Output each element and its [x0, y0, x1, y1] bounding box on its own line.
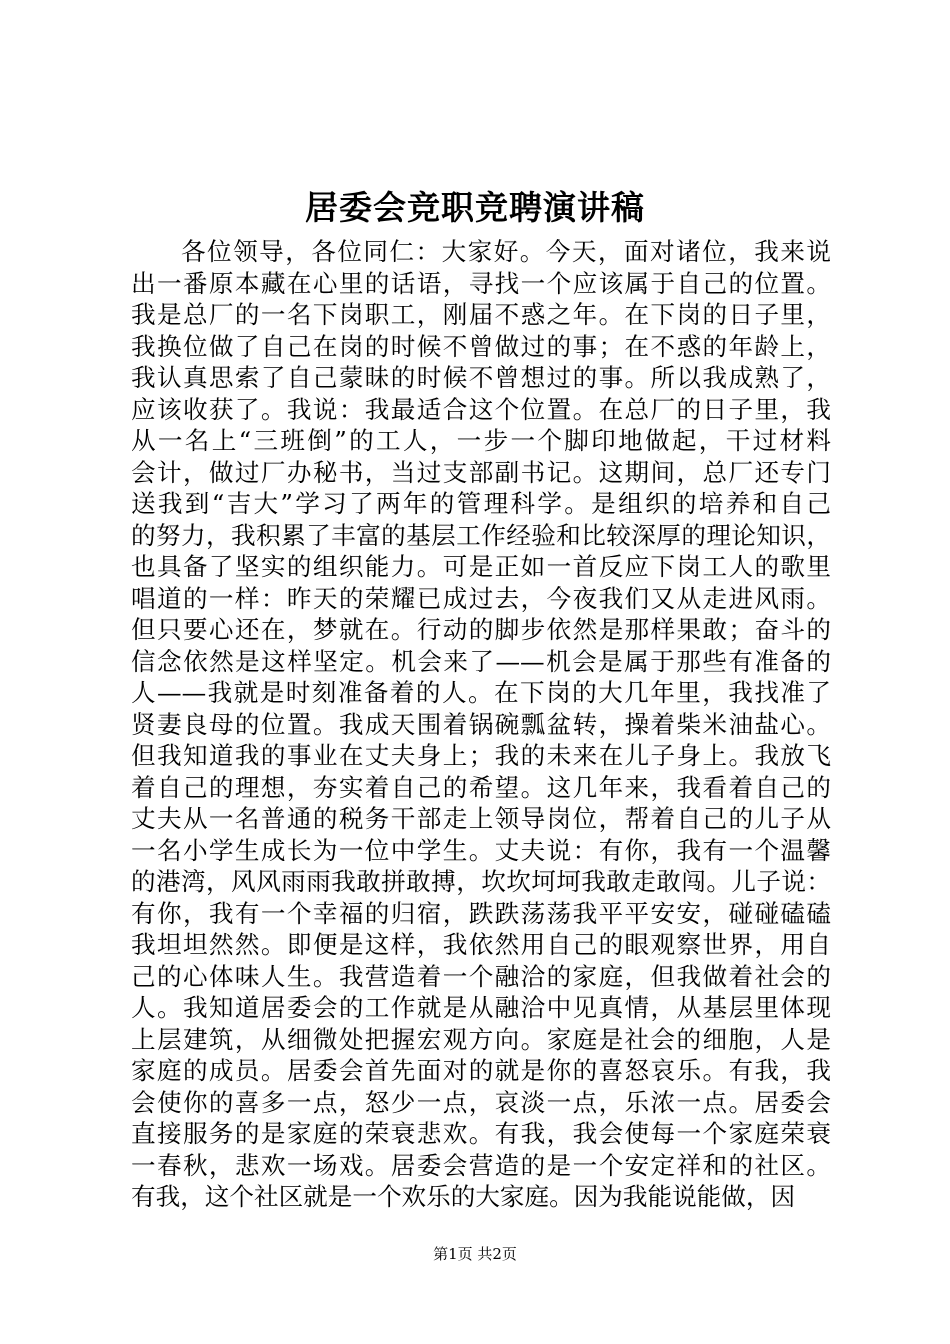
body-line: 的港湾，风风雨雨我敢拼敢搏，坎坎坷坷我敢走敢闯。儿子说：: [131, 867, 831, 896]
body-line: 家庭的成员。居委会首先面对的就是你的喜怒哀乐。有我，我: [131, 1056, 831, 1085]
body-line: 应该收获了。我说：我最适合这个位置。在总厂的日子里，我: [131, 394, 831, 424]
page-title: 居委会竞职竞聘演讲稿: [305, 188, 645, 227]
body-line: 从一名上“三班倒”的工人，一步一个脚印地做起，干过材料: [131, 426, 831, 455]
body-paragraph: [131, 236, 831, 1213]
body-line: 直接服务的是家庭的荣衰悲欢。有我，我会使每一个家庭荣衰: [131, 1119, 831, 1148]
body-line: 我换位做了自己在岗的时候不曾做过的事；在不惑的年龄上，: [131, 331, 831, 361]
body-line: 会使你的喜多一点，怒少一点，哀淡一点，乐浓一点。居委会: [131, 1087, 831, 1117]
body-line: 贤妻良母的位置。我成天围着锅碗瓢盆转，操着柴米油盐心。: [131, 709, 831, 739]
body-line: 己的心体味人生。我营造着一个融洽的家庭，但我做着社会的: [131, 961, 831, 991]
body-line: 的努力，我积累了丰富的基层工作经验和比较深厚的理论知识，: [131, 520, 831, 550]
body-line: 信念依然是这样坚定。机会来了——机会是属于那些有准备的: [131, 646, 831, 676]
body-line: 人。我知道居委会的工作就是从融洽中见真情，从基层里体现: [131, 993, 831, 1022]
body-line: 各位领导，各位同仁：大家好。今天，面对诸位，我来说: [181, 237, 831, 266]
body-line: 但只要心还在，梦就在。行动的脚步依然是那样果敢；奋斗的: [131, 615, 831, 644]
body-line: 唱道的一样：昨天的荣耀已成过去，今夜我们又从走进风雨。: [131, 583, 831, 613]
body-line: 送我到“吉大”学习了两年的管理科学。是组织的培养和自己: [131, 489, 831, 518]
body-line: 一春秋，悲欢一场戏。居委会营造的是一个安定祥和的社区。: [131, 1150, 831, 1180]
body-line: 着自己的理想，夯实着自己的希望。这几年来，我看着自己的: [131, 772, 831, 802]
body-line: 会计，做过厂办秘书，当过支部副书记。这期间，总厂还专门: [131, 457, 831, 487]
body-line: 我认真思索了自己蒙昧的时候不曾想过的事。所以我成熟了，: [131, 363, 831, 392]
body-line: 一名小学生成长为一位中学生。丈夫说：有你，我有一个温馨: [131, 835, 831, 865]
body-line: 有你，我有一个幸福的归宿，跌跌荡荡我平平安安，碰碰磕磕: [131, 898, 831, 928]
body-line: 也具备了坚实的组织能力。可是正如一首反应下岗工人的歌里: [131, 552, 831, 581]
body-line: 我是总厂的一名下岗职工，刚届不惑之年。在下岗的日子里，: [131, 300, 831, 329]
body-line: 但我知道我的事业在丈夫身上；我的未来在儿子身上。我放飞: [131, 741, 831, 770]
body-line: 我坦坦然然。即便是这样，我依然用自己的眼观察世界，用自: [131, 930, 831, 959]
body-line: 丈夫从一名普通的税务干部走上领导岗位，帮着自己的儿子从: [131, 804, 831, 833]
body-line: 出一番原本藏在心里的话语，寻找一个应该属于自己的位置。: [131, 268, 831, 298]
body-line: 有我，这个社区就是一个欢乐的大家庭。因为我能说能做，因: [131, 1182, 796, 1211]
body-line: 人——我就是时刻准备着的人。在下岗的大几年里，我找准了: [131, 678, 831, 707]
page-footer: 第1页 共2页: [433, 1245, 517, 1263]
body-line: 上层建筑，从细微处把握宏观方向。家庭是社会的细胞，人是: [131, 1024, 831, 1054]
